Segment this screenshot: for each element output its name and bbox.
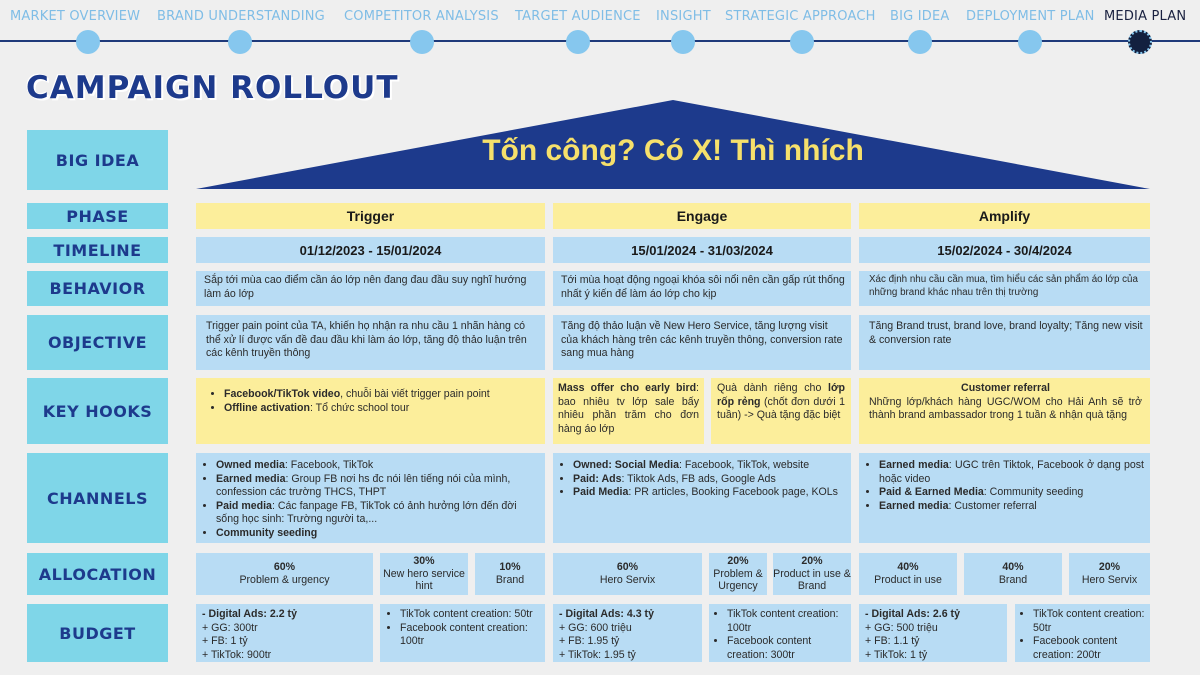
list-item: • Facebook content creation: 100tr <box>400 622 539 649</box>
channel-text: : Các fanpage FB, TikTok có ảnh hưởng lớn đến đời sống học sinh: Trường người ta,... <box>216 499 517 526</box>
phase-amplify: Amplify <box>859 203 1150 229</box>
budget-engage-digital <box>553 604 702 662</box>
channel-text: : PR articles, Booking Facebook page, KOLs <box>628 486 838 499</box>
list-item <box>573 486 845 500</box>
page-title: CAMPAIGN ROLLOUT <box>26 70 399 106</box>
nav-item-target-audience[interactable]: TARGET AUDIENCE <box>515 9 641 24</box>
allocation-percent: 60% <box>616 561 639 574</box>
hook-bold: lớp rốp rẻng <box>717 382 845 408</box>
hook-bold: Facebook/TikTok video <box>224 388 341 400</box>
hook-text: , chuỗi bài viết trigger pain point <box>340 388 490 400</box>
phase-trigger: Trigger <box>196 203 545 229</box>
nav-dot-insight[interactable] <box>671 30 695 54</box>
row-label-channels: CHANNELS <box>27 453 168 543</box>
allocation-label: Problem & Urgency <box>713 567 763 593</box>
nav-dot-strategic-approach[interactable] <box>790 30 814 54</box>
hooks-engage-left <box>553 378 704 444</box>
channel-text: : Group FB nơi hs đc nói lên tiếng nói của mình, confession các trường THCS, THPT <box>216 472 511 499</box>
channel-bold: Earned media <box>216 472 286 485</box>
budget-head: - Digital Ads: 2.2 tỷ <box>202 608 297 620</box>
budget-amplify-content <box>1015 604 1150 662</box>
allocation-amplify-1 <box>859 553 957 595</box>
channel-bold: Owned media <box>216 459 285 471</box>
allocation-trigger-2 <box>380 553 468 595</box>
hooks-trigger-list <box>212 388 539 415</box>
channels-engage-list <box>561 459 845 500</box>
hook-text: Quà dành riêng cho <box>717 382 829 394</box>
channel-bold: Paid Media <box>573 486 629 499</box>
big-idea-text: Tốn công? Có X! Thì nhích <box>482 134 864 167</box>
channel-bold: Earned media <box>879 499 949 512</box>
allocation-label: Brand <box>495 574 525 586</box>
behavior-trigger: Sắp tới mùa cao điểm cần áo lớp nên đang đau đầu suy nghĩ hướng làm áo lớp <box>196 271 545 306</box>
hook-text: (chốt đơn dưới 1 tuần) -> Quà tặng đặc biệt <box>717 395 845 422</box>
list-item <box>224 402 539 416</box>
nav-dot-media-plan[interactable] <box>1128 30 1152 54</box>
budget-line: + FB: 1.1 tỷ <box>865 635 920 648</box>
nav-dot-competitor-analysis[interactable] <box>410 30 434 54</box>
row-label-behavior: BEHAVIOR <box>27 271 168 306</box>
nav-dot-deployment-plan[interactable] <box>1018 30 1042 54</box>
hook-title: Customer referral <box>961 382 1050 394</box>
nav-dot-target-audience[interactable] <box>566 30 590 54</box>
timeline-amplify: 15/02/2024 - 30/4/2024 <box>859 237 1150 263</box>
nav-item-media-plan[interactable]: MEDIA PLAN <box>1104 9 1187 24</box>
allocation-percent: 60% <box>273 561 296 574</box>
allocation-amplify-2 <box>964 553 1062 595</box>
budget-trigger-content <box>380 604 545 662</box>
budget-line: + TikTok: 1 tỷ <box>865 648 928 661</box>
channels-amplify <box>859 453 1150 543</box>
nav-item-insight[interactable]: INSIGHT <box>656 9 711 24</box>
list-item: • Facebook content creation: 300tr <box>727 635 846 662</box>
objective-trigger <box>196 315 545 370</box>
objective-engage: Tăng độ thảo luận về New Hero Service, tăng lượng visit của khách hàng trên các kênh truyền thông, conversion rate sang mua hàng <box>553 315 851 370</box>
channels-engage <box>553 453 851 543</box>
channel-bold: Earned media <box>879 459 949 471</box>
phase-engage: Engage <box>553 203 851 229</box>
row-label-phase: PHASE <box>27 203 168 229</box>
top-navigation <box>0 0 1200 60</box>
list-item <box>573 473 845 487</box>
budget-line: + FB: 1 tỷ <box>202 635 248 648</box>
budget-engage-content <box>709 604 851 662</box>
allocation-percent: 20% <box>801 554 823 567</box>
channels-amplify-list <box>867 459 1144 513</box>
budget-line: + FB: 1.95 tỷ <box>559 635 620 648</box>
channel-bold: Community seeding <box>216 526 318 539</box>
list-item <box>216 459 539 473</box>
allocation-label: Hero Servix <box>599 574 656 586</box>
list-item <box>216 500 539 527</box>
list-item <box>879 459 1144 486</box>
budget-amplify-digital <box>859 604 1007 662</box>
allocation-percent: 20% <box>727 554 749 567</box>
list-item: • TikTok content creation: 100tr <box>727 608 846 635</box>
list-item: • Facebook content creation: 200tr <box>1033 635 1145 662</box>
allocation-label: Product in use <box>874 574 942 586</box>
list-item <box>224 388 539 402</box>
list-item: • TikTok content creation: 50tr <box>1033 608 1145 635</box>
allocation-amplify-3 <box>1069 553 1150 595</box>
budget-line: + GG: 500 triệu <box>865 621 938 634</box>
behavior-engage: Tới mùa hoạt động ngoại khóa sôi nổi nên cần gấp rút thống nhất ý kiến để làm áo lớp cho kịp <box>553 271 851 306</box>
nav-dot-big-idea[interactable] <box>908 30 932 54</box>
hook-text: : Tổ chức school tour <box>309 401 410 414</box>
channel-text: : Tiktok Ads, FB ads, Google Ads <box>621 472 776 485</box>
allocation-percent: 40% <box>1002 561 1024 574</box>
list-item <box>879 500 1144 514</box>
objective-trigger-text: Trigger pain point của TA, khiến họ nhận ra nhu cầu 1 nhãn hàng có thể xử lí được vấn đề đau đầu khi làm áo lớp, tăng độ thảo luận trên các kênh truyền thông <box>206 320 527 360</box>
channel-text: : Facebook, TikTok, website <box>678 459 810 471</box>
nav-item-market-overview[interactable]: MARKET OVERVIEW <box>10 9 141 24</box>
row-label-timeline: TIMELINE <box>27 237 168 263</box>
nav-item-deployment-plan[interactable]: DEPLOYMENT PLAN <box>966 9 1095 24</box>
timeline-engage: 15/01/2024 - 31/03/2024 <box>553 237 851 263</box>
allocation-engage-2 <box>709 553 767 595</box>
budget-amplify-content-list <box>1021 608 1145 662</box>
list-item <box>879 486 1144 500</box>
hooks-engage-right <box>711 378 851 444</box>
row-label-budget: BUDGET <box>27 604 168 662</box>
nav-item-big-idea[interactable]: BIG IDEA <box>890 9 950 24</box>
hooks-amplify <box>859 378 1150 444</box>
hook-bold: Mass offer cho early bird <box>558 382 697 394</box>
row-label-big-idea: BIG IDEA <box>27 130 168 190</box>
hook-text: Những lớp/khách hàng UGC/WOM cho Hải Anh sẽ trở thành brand ambassador trong 1 tuần & nhận quà tặng <box>869 395 1142 422</box>
list-item <box>573 459 845 473</box>
hook-text: : bao nhiêu tv lớp sale bấy nhiêu phần trăm cho đơn hàng áo lớp <box>558 382 699 435</box>
nav-dot-market-overview[interactable] <box>76 30 100 54</box>
budget-trigger-digital <box>196 604 373 662</box>
list-item <box>216 473 539 500</box>
row-label-key-hooks: KEY HOOKS <box>27 378 168 444</box>
nav-item-brand-understanding[interactable]: BRAND UNDERSTANDING <box>157 9 325 24</box>
allocation-label: New hero service hint <box>383 567 465 593</box>
allocation-percent: 40% <box>897 561 919 574</box>
channel-bold: Paid & Earned Media <box>879 486 984 499</box>
hook-bold: Offline activation <box>224 401 310 414</box>
budget-head: - Digital Ads: 4.3 tỷ <box>559 608 654 620</box>
allocation-percent: 20% <box>1098 561 1121 574</box>
channels-trigger <box>196 453 545 543</box>
allocation-label: Problem & urgency <box>239 574 330 586</box>
row-label-allocation: ALLOCATION <box>27 553 168 595</box>
allocation-label: Product in use & Brand <box>773 567 851 593</box>
channel-text: : Customer referral <box>948 499 1037 512</box>
list-item: • TikTok content creation: 50tr <box>400 608 539 622</box>
allocation-engage-3 <box>773 553 851 595</box>
allocation-percent: 30% <box>413 554 435 567</box>
allocation-percent: 10% <box>499 561 521 574</box>
allocation-trigger-1 <box>196 553 373 595</box>
budget-engage-content-list <box>715 608 846 662</box>
channel-bold: Paid: Ads <box>573 472 622 485</box>
channel-text: : Community seeding <box>983 486 1084 499</box>
behavior-amplify: Xác định nhu cầu cần mua, tìm hiểu các sản phẩm áo lớp của những brand khác nhau trên thị trường <box>859 271 1150 306</box>
channel-bold: Owned: Social Media <box>573 459 679 471</box>
allocation-engage-1 <box>553 553 702 595</box>
budget-line: + GG: 300tr <box>202 621 258 634</box>
budget-line: + GG: 600 triệu <box>559 621 632 634</box>
allocation-label: Brand <box>998 574 1028 586</box>
budget-trigger-content-list <box>388 608 539 649</box>
channels-trigger-list <box>204 459 539 540</box>
channel-text: : UGC trên Tiktok, Facebook ở dạng post hoặc video <box>879 459 1144 485</box>
nav-dot-brand-understanding[interactable] <box>228 30 252 54</box>
allocation-label: Hero Servix <box>1081 574 1138 586</box>
budget-head: - Digital Ads: 2.6 tỷ <box>865 608 960 620</box>
budget-line: + TikTok: 1.95 tỷ <box>559 648 636 661</box>
allocation-trigger-3 <box>475 553 545 595</box>
row-label-objective: OBJECTIVE <box>27 315 168 370</box>
timeline-trigger: 01/12/2023 - 15/01/2024 <box>196 237 545 263</box>
budget-line: + TikTok: 900tr <box>202 648 272 661</box>
list-item <box>216 527 539 541</box>
nav-item-competitor-analysis[interactable]: COMPETITOR ANALYSIS <box>344 9 499 24</box>
channel-text: : Facebook, TikTok <box>284 459 374 471</box>
nav-item-strategic-approach[interactable]: STRATEGIC APPROACH <box>725 9 876 24</box>
hooks-trigger <box>196 378 545 444</box>
channel-bold: Paid media <box>216 499 272 512</box>
objective-amplify: Tăng Brand trust, brand love, brand loyalty; Tăng new visit & conversion rate <box>859 315 1150 370</box>
